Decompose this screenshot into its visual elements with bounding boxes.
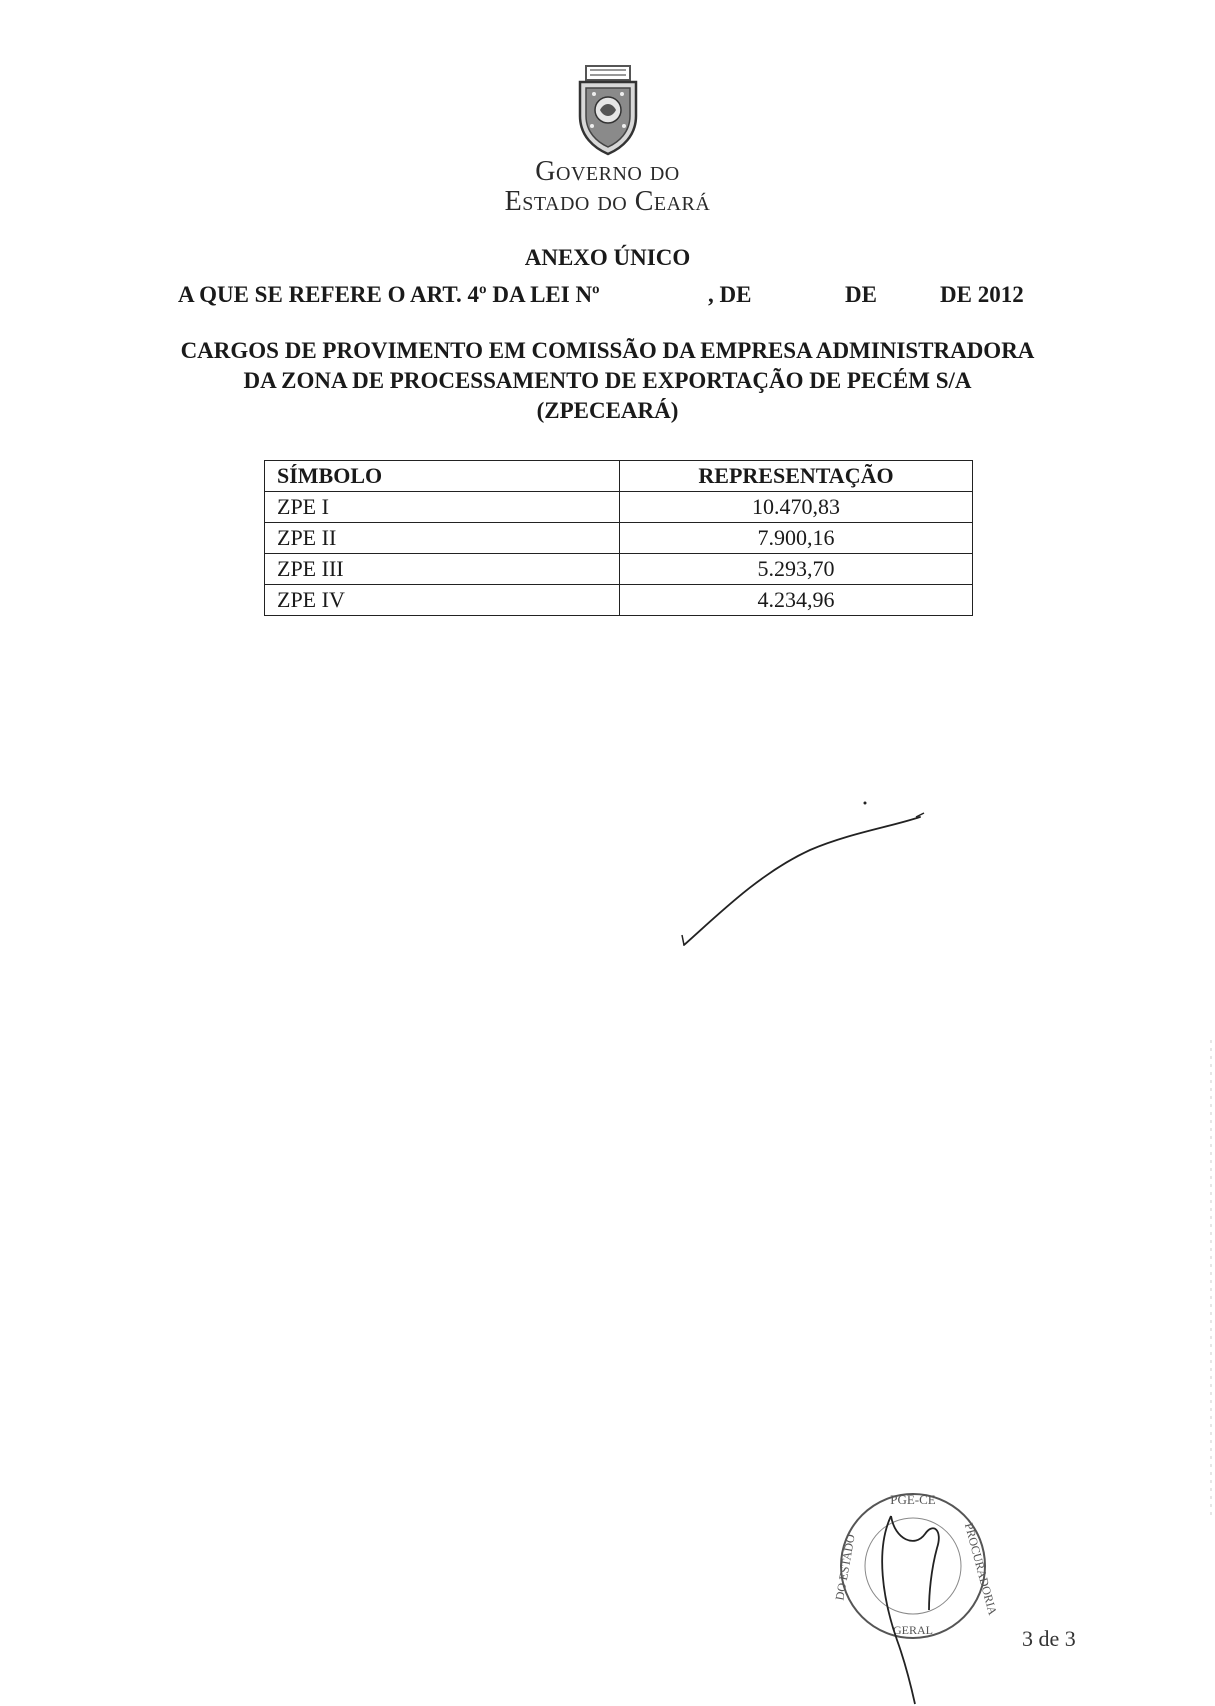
column-header-simbolo: SÍMBOLO (265, 461, 620, 492)
cell-representacao: 10.470,83 (620, 492, 973, 523)
cargos-table (264, 460, 973, 616)
column-header-representacao: REPRESENTAÇÃO (620, 461, 973, 492)
lei-reference-part1: A QUE SE REFERE O ART. 4º DA LEI Nº (178, 282, 600, 307)
table-row (265, 554, 973, 585)
lei-reference-part3: DE (845, 282, 877, 307)
svg-text:PGE-CE: PGE-CE (890, 1492, 936, 1507)
svg-text:DO ESTADO: DO ESTADO (832, 1533, 858, 1602)
official-stamp-icon (825, 1490, 1005, 1706)
table-header-row (265, 461, 973, 492)
cargos-title-line2: DA ZONA DE PROCESSAMENTO DE EXPORTAÇÃO DE PECÉM S/A (243, 368, 972, 393)
cell-simbolo: ZPE II (265, 523, 620, 554)
cell-representacao: 4.234,96 (620, 585, 973, 616)
table-row (265, 492, 973, 523)
cargos-title-line1: CARGOS DE PROVIMENTO EM COMISSÃO DA EMPRESA ADMINISTRADORA (180, 338, 1035, 363)
handwritten-signature (680, 795, 940, 965)
government-name-line1: Governo do (535, 156, 680, 187)
cell-representacao: 5.293,70 (620, 554, 973, 585)
cargos-title-line3: (ZPECEARÁ) (536, 398, 679, 423)
cell-representacao: 7.900,16 (620, 523, 973, 554)
scan-edge-mark (1209, 1040, 1213, 1520)
page-number: 3 de 3 (1022, 1626, 1076, 1651)
svg-text:PROCURADORIA: PROCURADORIA (961, 1521, 1000, 1617)
cell-simbolo: ZPE III (265, 554, 620, 585)
svg-text:GERAL: GERAL (893, 1623, 933, 1637)
lei-reference-part4: DE 2012 (940, 282, 1024, 307)
cell-simbolo: ZPE IV (265, 585, 620, 616)
government-name-line2: Estado do Ceará (504, 186, 711, 217)
anexo-title: ANEXO ÚNICO (524, 245, 691, 270)
lei-reference-part2: , DE (708, 282, 752, 307)
state-coat-of-arms-icon (572, 64, 644, 156)
table-row (265, 585, 973, 616)
cell-simbolo: ZPE I (265, 492, 620, 523)
table-row (265, 523, 973, 554)
